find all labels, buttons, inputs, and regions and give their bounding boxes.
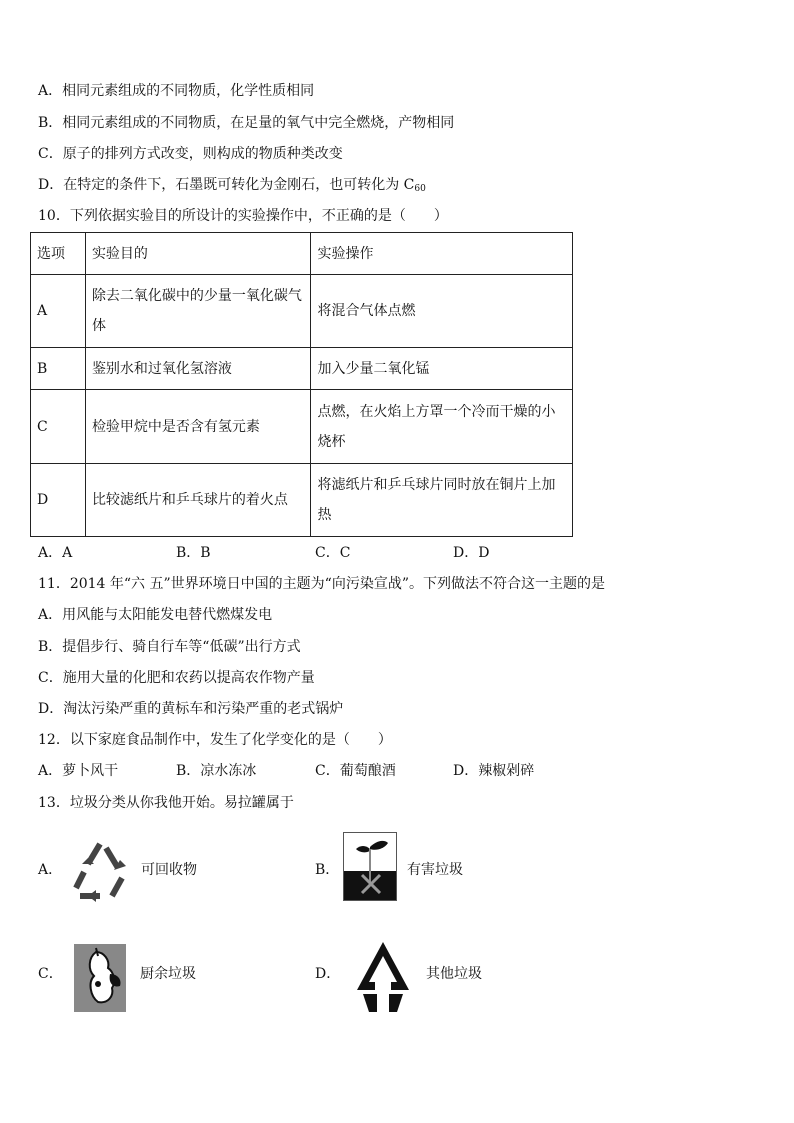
q11-option-c: C．施用大量的化肥和农药以提高农作物产量	[38, 670, 315, 686]
q9-option-a: A．相同元素组成的不同物质，化学性质相同	[38, 83, 315, 99]
q10-answer-b: B．B	[176, 545, 211, 561]
row-purpose: 检验甲烷中是否含有氢元素	[85, 390, 311, 464]
table-row	[31, 390, 573, 464]
q11-option-d: D．淘汰污染严重的黄标车和污染严重的老式锅炉	[38, 701, 344, 717]
q10-answer-c: C．C	[315, 545, 351, 561]
row-purpose: 除去二氧化碳中的少量一氧化碳气体	[85, 275, 311, 348]
table-row	[31, 348, 573, 390]
row-option: C	[31, 390, 86, 464]
row-purpose: 比较滤纸片和乒乓球片的着火点	[85, 464, 311, 537]
q12-option-c: C．葡萄酿酒	[315, 763, 396, 779]
row-option: B	[31, 348, 86, 390]
table-row	[31, 464, 573, 537]
q10-stem: 10．下列依据实验目的所设计的实验操作中，不正确的是（ ）	[38, 208, 448, 224]
q13-option-c-label: 厨余垃圾	[140, 966, 196, 982]
q12-stem: 12．以下家庭食品制作中，发生了化学变化的是（ ）	[38, 732, 392, 748]
q9-option-d: D．在特定的条件下，石墨既可转化为金刚石，也可转化为 $C_{60}$	[38, 177, 426, 194]
row-option: D	[31, 464, 86, 537]
row-operation: 点燃，在火焰上方罩一个冷而干燥的小烧杯	[311, 390, 573, 464]
q11-stem: 11．2014 年“六 五”世界环境日中国的主题为“向污染宣战”。下列做法不符合这一主题的是	[38, 576, 605, 592]
q13-option-d-label: 其他垃圾	[426, 966, 482, 982]
q10-answer-d: D．D	[453, 545, 490, 561]
row-operation: 加入少量二氧化锰	[311, 348, 573, 390]
q12-option-b: B．凉水冻冰	[176, 763, 257, 779]
q12-option-a: A．萝卜风干	[38, 763, 119, 779]
row-option: A	[31, 275, 86, 348]
q11-option-a: A．用风能与太阳能发电替代燃煤发电	[38, 607, 273, 623]
q13-option-a-letter: A．	[38, 862, 63, 878]
q13-option-c-letter: C．	[38, 966, 63, 982]
q9-option-c: C．原子的排列方式改变，则构成的物质种类改变	[38, 146, 343, 162]
hazardous-waste-icon	[343, 832, 397, 901]
row-operation: 将滤纸片和乒乓球片同时放在铜片上加热	[311, 464, 573, 537]
other-waste-icon	[355, 940, 411, 1014]
q12-option-d: D．辣椒剁碎	[453, 763, 535, 779]
header-option: 选项	[31, 233, 86, 275]
q13-stem: 13．垃圾分类从你我他开始。易拉罐属于	[38, 795, 294, 811]
q11-option-b: B．提倡步行、骑自行车等“低碳”出行方式	[38, 639, 301, 655]
row-purpose: 鉴别水和过氧化氢溶液	[85, 348, 311, 390]
table-header-row	[31, 233, 573, 275]
q13-option-b-letter: B．	[315, 862, 340, 878]
q13-option-a-label: 可回收物	[141, 862, 197, 878]
q10-answer-a: A．A	[38, 545, 73, 561]
q10-table	[30, 232, 573, 537]
table-row	[31, 275, 573, 348]
q13-option-d-letter: D．	[315, 966, 341, 982]
kitchen-waste-icon	[74, 944, 126, 1012]
header-operation: 实验操作	[311, 233, 573, 275]
row-operation: 将混合气体点燃	[311, 275, 573, 348]
q9-option-b: B．相同元素组成的不同物质，在足量的氧气中完全燃烧，产物相同	[38, 115, 455, 131]
subscript-60: 60	[414, 184, 426, 194]
q13-option-b-label: 有害垃圾	[407, 862, 463, 878]
recycle-icon	[70, 838, 130, 902]
header-purpose: 实验目的	[85, 233, 311, 275]
